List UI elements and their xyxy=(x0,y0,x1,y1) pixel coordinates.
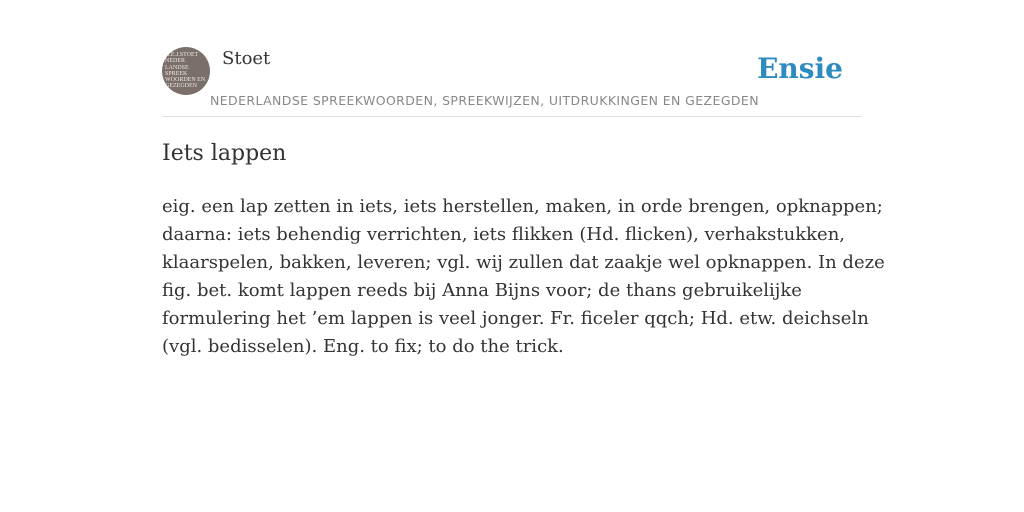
definition-line: formulering het ’em lappen is veel jonger. Fr. ficeler qqch; Hd. etw. deichseln xyxy=(162,308,869,329)
entry-title: Iets lappen xyxy=(162,141,287,166)
avatar-line: WOORDEN EN xyxy=(165,77,206,84)
avatar-line: GEZEGDEN xyxy=(165,83,197,90)
avatar-line: NEDER xyxy=(165,58,185,65)
definition-line: (vgl. bedisselen). Eng. to fix; to do the trick. xyxy=(162,336,564,357)
avatar-line: SPREEK xyxy=(165,70,188,77)
definition-line: eig. een lap zetten in iets, iets herstellen, maken, in orde brengen, opknappen; xyxy=(162,196,883,217)
site-header xyxy=(162,46,862,117)
avatar-line: H.E.J.STOET xyxy=(165,52,199,58)
brand-logo[interactable]: Ensie xyxy=(757,52,843,85)
source-title[interactable]: NEDERLANDSE SPREEKWOORDEN, SPREEKWIJZEN, UITDRUKKINGEN EN GEZEGDEN xyxy=(210,93,759,108)
avatar[interactable] xyxy=(162,47,210,95)
entry-definition xyxy=(162,193,885,361)
definition-line: daarna: iets behendig verrichten, iets flikken (Hd. flicken), verhakstukken, xyxy=(162,224,846,245)
author-name[interactable]: Stoet xyxy=(222,48,271,69)
avatar-book-cover-text xyxy=(165,52,209,90)
definition-line: fig. bet. komt lappen reeds bij Anna Bijns voor; de thans gebruikelijke xyxy=(162,280,802,301)
avatar-line: LANDSE xyxy=(165,64,189,71)
definition-line: klaarspelen, bakken, leveren; vgl. wij zullen dat zaakje wel opknappen. In deze xyxy=(162,252,885,273)
